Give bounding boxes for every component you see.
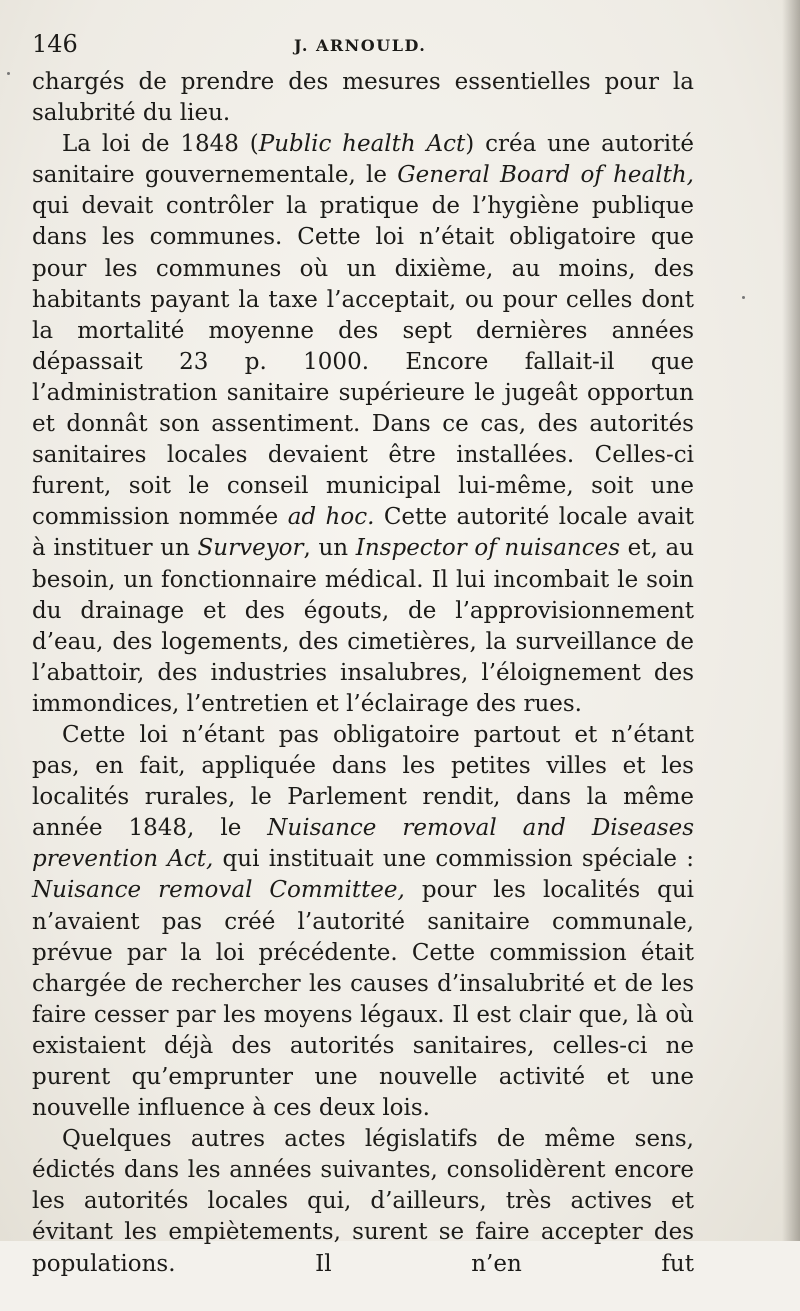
text-run: La loi de 1848 (	[62, 131, 259, 158]
text-run: ) créa une autorité sanitaire gouvernementale, le	[32, 131, 695, 189]
paper-speck	[7, 72, 10, 75]
page-edge-shadow	[782, 0, 800, 1241]
paper-speck	[742, 296, 745, 299]
page-header	[32, 30, 732, 64]
italic-run: Surveyor	[197, 535, 304, 562]
text-run: Cette loi n’étant pas obligatoire partout et n’étant pas, en fait, appliquée dans les petites villes et les localités rurales, le Parlement rendit, dans la même année 1848, le	[32, 721, 694, 842]
paragraph-continued	[32, 67, 694, 129]
italic-run: Nuisance removal and Diseases prevention Act,	[32, 815, 695, 873]
text-run: et, au besoin, un fonctionnaire médical. Il lui incombait le soin du drainage et des égouts, de l’approvisionnement d’eau, des logements, des cimetières, la surveillance de l’abattoir, des industries insalubres, l’éloignement des immondices, l’entretien et l’éclairage des rues.	[32, 535, 695, 717]
text-run: pour les localités qui n’avaient pas créé l’autorité sanitaire communale, prévue par la loi précédente. Cette commission était chargée de rechercher les causes d’insalubrité et de les faire cesser par les moyens légaux. Il est clair que, là où existaient déjà des autorités sanitaires, celles-ci ne purent qu’emprunter une nouvelle activité et une nouvelle influence à ces deux lois.	[32, 877, 694, 1122]
italic-run: General Board of health,	[397, 162, 694, 189]
paragraph	[32, 720, 694, 1124]
italic-run: Inspector of nuisances	[355, 535, 621, 562]
running-head: J. ARNOULD.	[294, 36, 427, 55]
paragraph-text: chargés de prendre des mesures essentielles pour la salubrité du lieu.	[32, 69, 694, 127]
italic-run: ad hoc.	[287, 504, 375, 531]
italic-run: Nuisance removal Committee,	[32, 877, 405, 904]
text-run: qui devait contrôler la pratique de l’hygiène publique dans les communes. Cette loi n’était obligatoire que pour les communes où un dixième, au moins, des habitants payant la taxe l’acceptait, ou pour celles dont la mortalité moyenne des sept dernières années dépassait 23 p. 1000. Encore fallait-il que l’administration sanitaire supérieure le jugeât opportun et donnât son assentiment. Dans ce cas, des autorités sanitaires locales devaient être installées. Celles-ci furent, soit le conseil municipal lui-même, soit une commission nommée	[32, 193, 694, 531]
paragraph	[32, 1124, 694, 1311]
text-run: qui instituait une commission spéciale :	[213, 846, 694, 873]
text-run: Cette autorité locale avait à instituer un	[32, 504, 695, 562]
page-number: 146	[32, 30, 78, 58]
italic-run: Public health Act	[258, 131, 466, 158]
text-run: , un	[303, 535, 356, 562]
body-text	[32, 67, 694, 1311]
paragraph	[32, 129, 694, 720]
paragraph-text: Quelques autres actes législatifs de même sens, édictés dans les années suivantes, consolidèrent encore les autorités locales qui, d’ailleurs, très actives et évitant les empiètements, surent se faire accepter des populations. Il n’en fut	[32, 1126, 694, 1277]
